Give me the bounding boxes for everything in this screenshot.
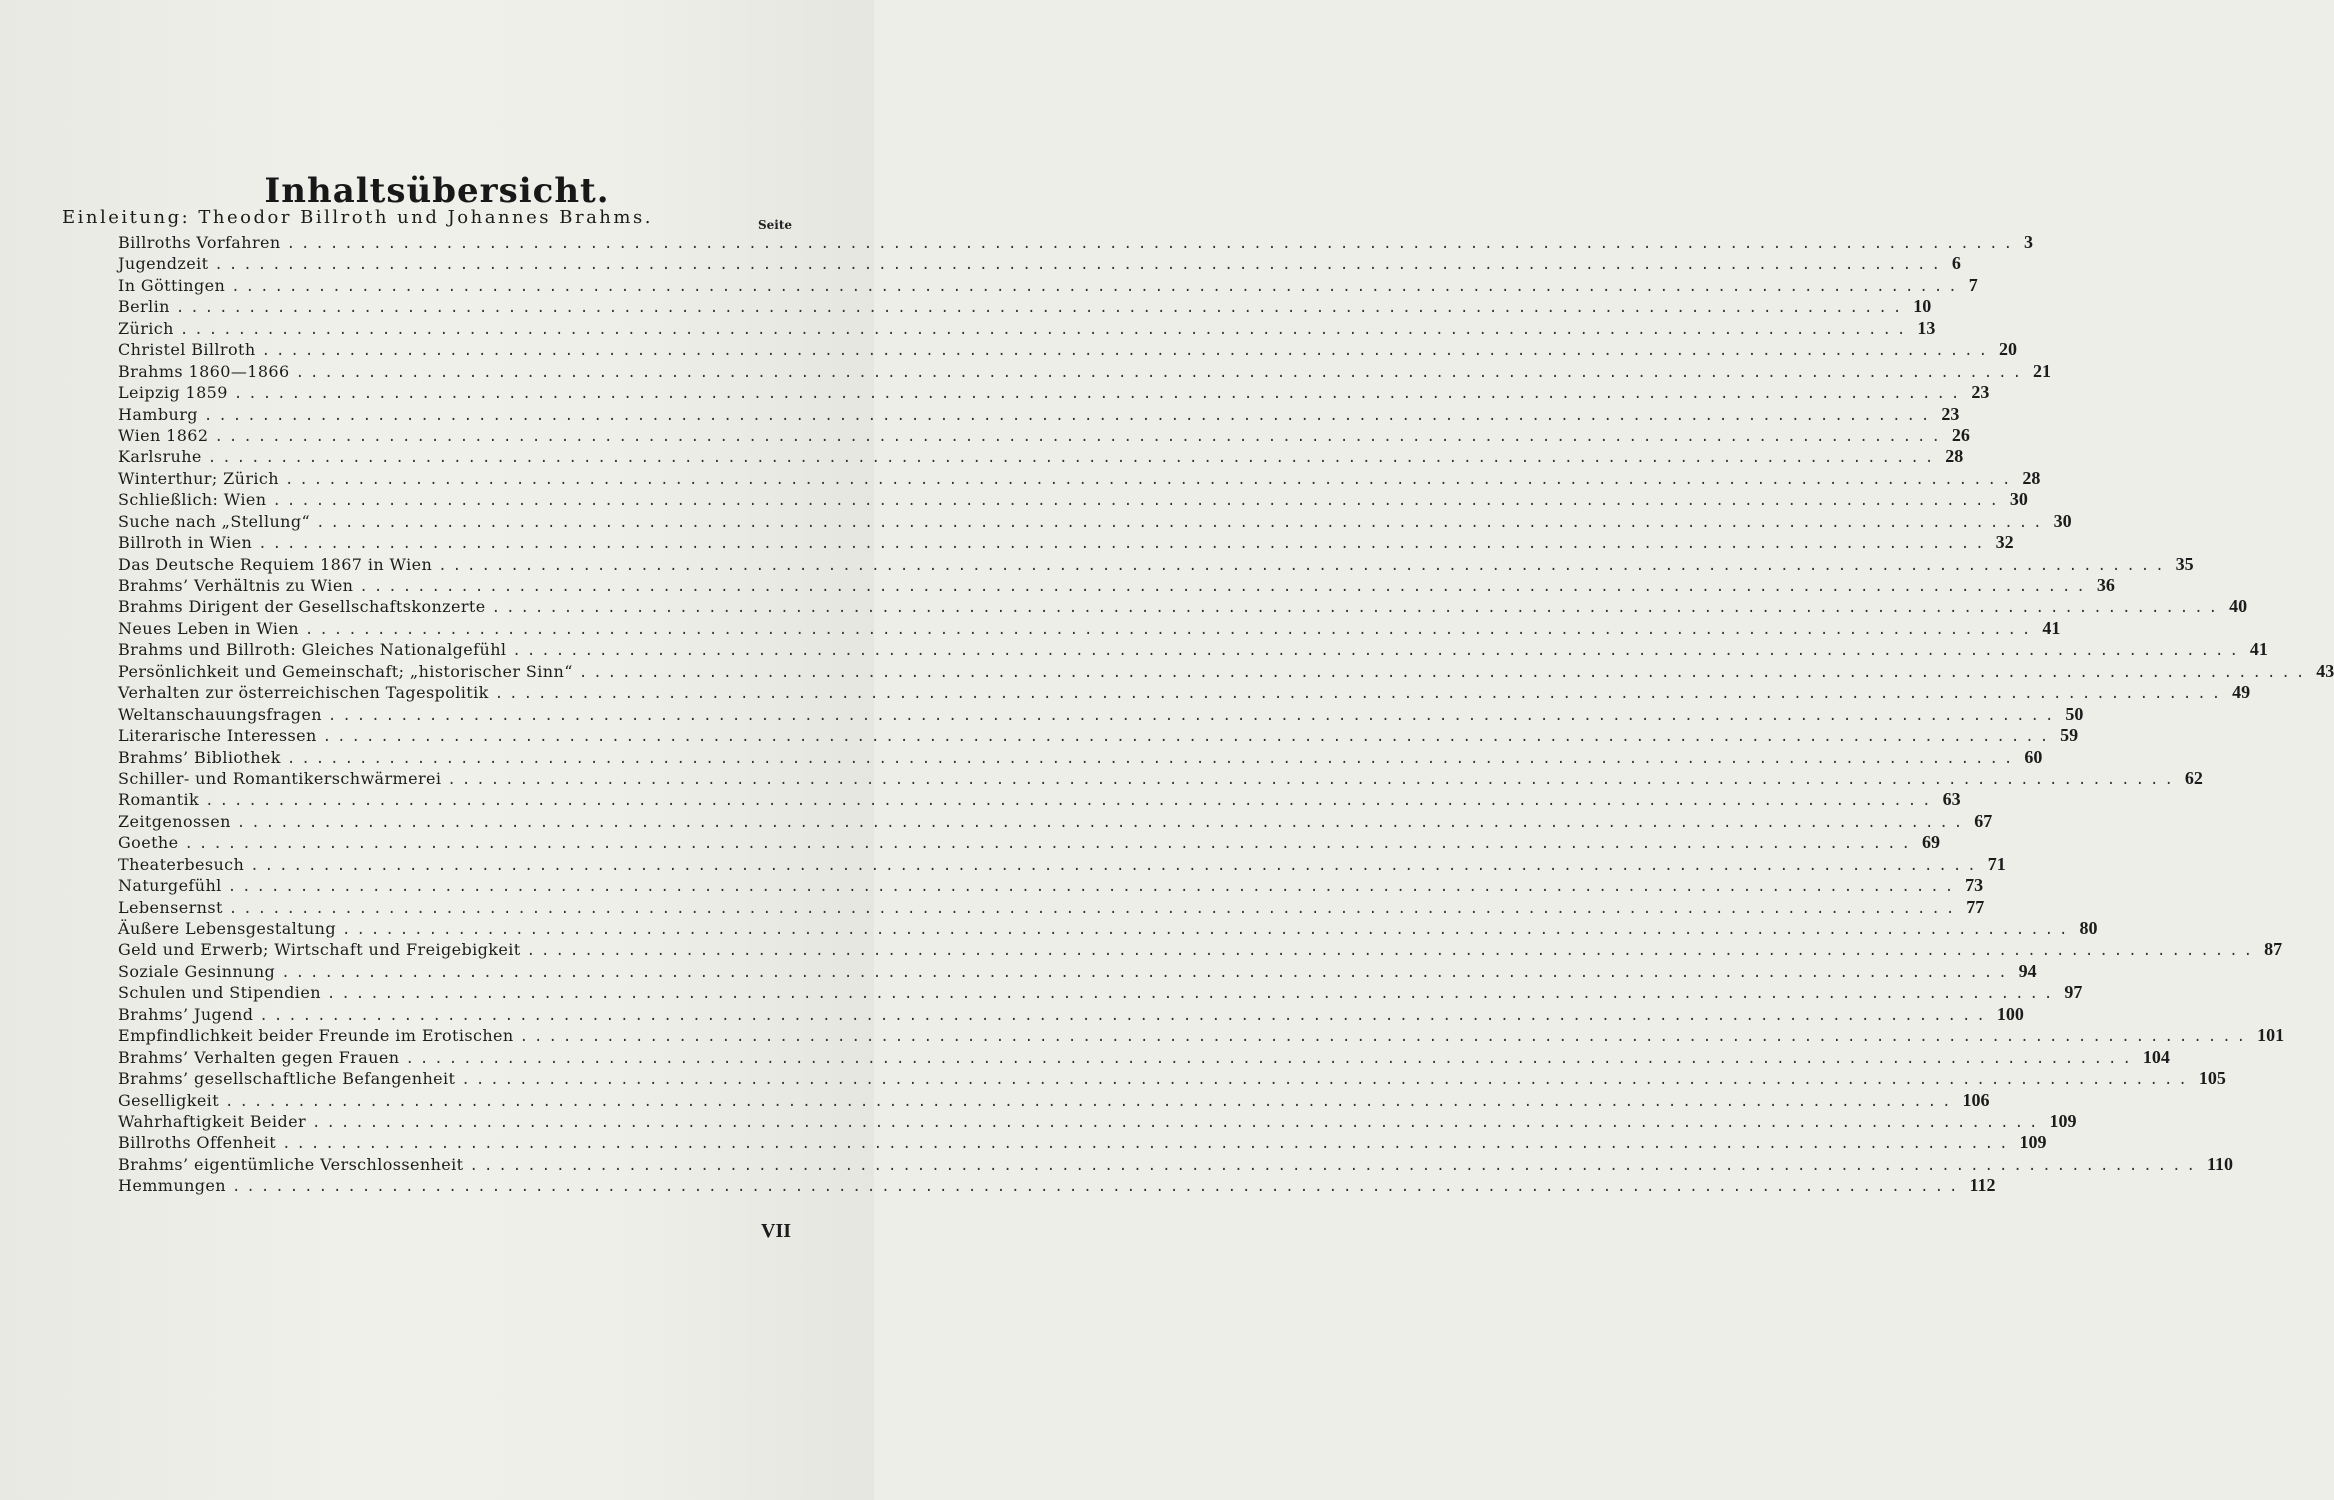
toc-entry-page: 43 bbox=[2316, 660, 2334, 681]
toc-entry bbox=[118, 918, 2098, 939]
toc-entry bbox=[118, 1025, 2285, 1046]
toc-entry-label: Jugendzeit bbox=[118, 254, 209, 274]
toc-entry-label: Schulen und Stipendien bbox=[118, 983, 321, 1003]
toc-entry-label: Billroth in Wien bbox=[118, 533, 253, 553]
toc-entry-page: 30 bbox=[2009, 489, 2028, 510]
toc-entry bbox=[118, 853, 2006, 875]
toc-entry bbox=[118, 510, 2072, 532]
dot-leader: ........................................................................................................................ bbox=[405, 1050, 2137, 1067]
toc-entry bbox=[118, 1068, 2226, 1089]
toc-entry-page: 109 bbox=[2049, 1110, 2077, 1131]
toc-entry bbox=[118, 725, 2079, 746]
toc-entry-page: 59 bbox=[2060, 725, 2079, 746]
dot-leader: ........................................................................................................................ bbox=[469, 1157, 2201, 1174]
toc-entry-page: 49 bbox=[2232, 682, 2251, 703]
toc-entry-page: 3 bbox=[2024, 232, 2034, 252]
toc-entry-label: Brahms 1860—1866 bbox=[118, 361, 290, 381]
toc-entry-page: 13 bbox=[1917, 317, 1936, 338]
toc-entry bbox=[118, 875, 1984, 896]
toc-entry bbox=[118, 253, 1961, 274]
dot-leader: ........................................................................................................................ bbox=[232, 1179, 1964, 1196]
toc-entry-label: Naturgefühl bbox=[118, 876, 222, 896]
dot-leader: ........................................................................................................................ bbox=[461, 1072, 2193, 1089]
dot-leader: ........................................................................................................................ bbox=[203, 407, 1936, 424]
dot-leader: ........................................................................................................................ bbox=[438, 557, 2170, 574]
dot-leader: ........................................................................................................................ bbox=[322, 729, 2055, 746]
toc-entry-label: Neues Leben in Wien bbox=[118, 618, 299, 638]
toc-entry-label: Wahrhaftigkeit Beider bbox=[118, 1111, 307, 1131]
toc-entry bbox=[118, 575, 2115, 596]
dot-leader: ........................................................................................................................ bbox=[326, 986, 2059, 1003]
toc-entry-page: 67 bbox=[1974, 810, 1993, 831]
toc-entry-label: Soziale Gesinnung bbox=[118, 961, 276, 981]
dot-leader: ........................................................................................................................ bbox=[295, 364, 2028, 381]
page-column-label: Seite bbox=[758, 218, 793, 232]
toc-entry-label: Romantik bbox=[118, 790, 200, 810]
toc-entry-label: Goethe bbox=[118, 833, 179, 853]
toc-entry bbox=[118, 339, 2018, 360]
toc-entry-page: 30 bbox=[2053, 510, 2072, 531]
page-title: Inhaltsübersicht. bbox=[264, 170, 610, 211]
toc-entry-page: 110 bbox=[2206, 1153, 2233, 1174]
toc-entry bbox=[118, 446, 1964, 467]
dot-leader: ........................................................................................................................ bbox=[512, 643, 2244, 660]
dot-leader: ........................................................................................................................ bbox=[233, 386, 1966, 403]
toc-entry-label: Wien 1862 bbox=[118, 425, 209, 445]
dot-leader: ........................................................................................................................ bbox=[327, 707, 2060, 724]
toc-entry-page: 35 bbox=[2175, 553, 2194, 574]
toc-entry-page: 28 bbox=[2022, 467, 2041, 488]
toc-entry-label: Geld und Erwerb; Wirtschaft und Freigebigkeit bbox=[118, 940, 521, 960]
dot-leader: ........................................................................................................................ bbox=[491, 600, 2224, 617]
toc-entry-label: Winterthur; Zürich bbox=[118, 468, 279, 488]
dot-leader: ........................................................................................................................ bbox=[261, 343, 1994, 360]
toc-entry-label: Brahms’ Jugend bbox=[118, 1004, 254, 1024]
toc-entry bbox=[118, 1175, 1996, 1196]
toc-entry-page: 6 bbox=[1951, 253, 1961, 274]
toc-entry-page: 105 bbox=[2198, 1068, 2226, 1089]
toc-entry-label: Suche nach „Stellung“ bbox=[118, 511, 311, 531]
toc-entry-page: 71 bbox=[1987, 853, 2006, 874]
toc-entry-label: Hemmungen bbox=[118, 1176, 226, 1196]
toc-entry bbox=[118, 660, 2334, 682]
toc-entry-label: Äußere Lebensgestaltung bbox=[118, 919, 337, 938]
toc-entry bbox=[118, 639, 2268, 660]
toc-entry-page: 87 bbox=[2264, 939, 2283, 960]
dot-leader: ........................................................................................................................ bbox=[214, 257, 1946, 274]
toc-entry bbox=[118, 767, 2203, 789]
dot-leader: ........................................................................................................................ bbox=[316, 514, 2048, 531]
toc-entry-page: 7 bbox=[1968, 274, 1978, 295]
toc-entry bbox=[118, 896, 1985, 918]
toc-entry bbox=[118, 682, 2251, 703]
toc-entry bbox=[118, 982, 2083, 1003]
dot-leader: ........................................................................................................................ bbox=[578, 664, 2311, 681]
toc-entry-label: In Göttingen bbox=[118, 275, 226, 295]
toc-entry-label: Billroths Offenheit bbox=[118, 1133, 277, 1153]
toc-entry-page: 104 bbox=[2142, 1046, 2170, 1067]
toc-entry-page: 73 bbox=[1965, 875, 1984, 896]
dot-leader: ........................................................................................................................ bbox=[519, 1029, 2252, 1046]
dot-leader: ........................................................................................................................ bbox=[286, 750, 2019, 767]
intro-heading: Einleitung: Theodor Billroth und Johannes Brahms. bbox=[62, 207, 653, 228]
toc-entry-label: Brahms’ eigentümliche Verschlossenheit bbox=[118, 1154, 464, 1174]
toc-entry-page: 97 bbox=[2064, 982, 2083, 1003]
toc-entry-page: 21 bbox=[2033, 360, 2052, 381]
toc-entry-label: Brahms’ Verhältnis zu Wien bbox=[118, 576, 354, 595]
toc-entry bbox=[118, 1003, 2024, 1025]
toc-entry-label: Karlsruhe bbox=[118, 447, 202, 467]
dot-leader: ........................................................................................................................ bbox=[228, 900, 1961, 917]
dot-leader: ........................................................................................................................ bbox=[526, 943, 2259, 960]
toc-entry-page: 23 bbox=[1971, 382, 1990, 403]
toc-entry-label: Billroths Vorfahren bbox=[118, 233, 281, 252]
dot-leader: ........................................................................................................................ bbox=[179, 321, 1912, 338]
table-of-contents bbox=[118, 232, 2334, 1197]
dot-leader: ........................................................................................................................ bbox=[282, 1136, 2014, 1153]
dot-leader: ........................................................................................................................ bbox=[207, 450, 1940, 467]
dot-leader: ........................................................................................................................ bbox=[359, 579, 2091, 595]
toc-entry-label: Persönlichkeit und Gemeinschaft; „historischer Sinn“ bbox=[118, 661, 573, 681]
dot-leader: ........................................................................................................................ bbox=[304, 621, 2037, 638]
toc-entry bbox=[118, 274, 1978, 296]
toc-entry bbox=[118, 939, 2283, 960]
toc-entry-label: Lebensernst bbox=[118, 897, 223, 917]
toc-entry-page: 106 bbox=[1962, 1089, 1990, 1110]
toc-entry-page: 40 bbox=[2229, 596, 2248, 617]
toc-entry-label: Brahms und Billroth: Gleiches Nationalgefühl bbox=[118, 640, 507, 660]
toc-entry-page: 50 bbox=[2065, 703, 2084, 724]
toc-entry bbox=[118, 1089, 1990, 1111]
dot-leader: ........................................................................................................................ bbox=[447, 771, 2179, 788]
toc-entry bbox=[118, 382, 1990, 403]
toc-entry-label: Zürich bbox=[118, 318, 174, 338]
toc-entry-label: Theaterbesuch bbox=[118, 854, 245, 874]
toc-entry bbox=[118, 403, 1960, 425]
toc-entry bbox=[118, 617, 2061, 639]
toc-entry-page: 100 bbox=[1996, 1003, 2024, 1024]
toc-entry-page: 41 bbox=[2042, 617, 2061, 638]
toc-entry-label: Das Deutsche Requiem 1867 in Wien bbox=[118, 554, 433, 574]
dot-leader: ........................................................................................................................ bbox=[342, 922, 2074, 938]
dot-leader: ........................................................................................................................ bbox=[272, 493, 2004, 510]
toc-entry bbox=[118, 810, 1993, 832]
toc-entry-label: Brahms’ Bibliothek bbox=[118, 747, 281, 767]
dot-leader: ........................................................................................................................ bbox=[284, 471, 2017, 488]
toc-entry-label: Berlin bbox=[118, 297, 170, 317]
toc-entry bbox=[118, 703, 2084, 725]
dot-leader: ........................................................................................................................ bbox=[227, 879, 1960, 896]
toc-entry-label: Hamburg bbox=[118, 404, 198, 424]
toc-entry bbox=[118, 296, 1932, 317]
toc-entry-page: 77 bbox=[1966, 896, 1985, 917]
toc-entry bbox=[118, 317, 1936, 339]
dot-leader: ........................................................................................................................ bbox=[281, 964, 2013, 981]
dot-leader: ........................................................................................................................ bbox=[184, 836, 1916, 853]
toc-entry bbox=[118, 832, 1940, 853]
toc-entry bbox=[118, 1153, 2233, 1175]
dot-leader: ........................................................................................................................ bbox=[225, 1093, 1957, 1110]
toc-entry-label: Empfindlichkeit beider Freunde im Erotischen bbox=[118, 1026, 514, 1046]
page-folio: VII bbox=[761, 1220, 792, 1242]
toc-entry-label: Schließlich: Wien bbox=[118, 490, 267, 510]
dot-leader: ........................................................................................................................ bbox=[259, 1007, 1991, 1024]
toc-entry bbox=[118, 360, 2052, 382]
toc-entry-page: 10 bbox=[1913, 296, 1932, 317]
toc-entry-label: Brahms’ Verhalten gegen Frauen bbox=[118, 1047, 400, 1067]
toc-entry bbox=[118, 1110, 2077, 1132]
dot-leader: ........................................................................................................................ bbox=[231, 278, 1963, 295]
toc-entry bbox=[118, 232, 2034, 253]
toc-entry bbox=[118, 1046, 2170, 1068]
toc-entry-page: 101 bbox=[2257, 1025, 2285, 1046]
toc-entry bbox=[118, 1132, 2047, 1153]
toc-entry-page: 23 bbox=[1941, 403, 1960, 424]
toc-entry-page: 69 bbox=[1921, 832, 1940, 853]
toc-entry-page: 80 bbox=[2079, 918, 2098, 938]
toc-entry-label: Brahms Dirigent der Gesellschaftskonzerte bbox=[118, 597, 486, 617]
toc-entry-page: 26 bbox=[1951, 424, 1970, 445]
toc-entry bbox=[118, 532, 2014, 553]
toc-entry bbox=[118, 467, 2041, 489]
toc-entry bbox=[118, 596, 2248, 617]
toc-entry-page: 112 bbox=[1969, 1175, 1996, 1196]
toc-entry-label: Weltanschauungsfragen bbox=[118, 704, 322, 724]
toc-entry-label: Verhalten zur österreichischen Tagespolitik bbox=[118, 683, 489, 703]
toc-entry-page: 94 bbox=[2018, 960, 2037, 981]
toc-entry-label: Brahms’ gesellschaftliche Befangenheit bbox=[118, 1069, 456, 1089]
toc-entry-label: Zeitgenossen bbox=[118, 811, 231, 831]
dot-leader: ........................................................................................................................ bbox=[312, 1114, 2044, 1131]
toc-entry-page: 62 bbox=[2184, 767, 2203, 788]
dot-leader: ........................................................................................................................ bbox=[258, 536, 1990, 553]
dot-leader: ........................................................................................................................ bbox=[236, 814, 1969, 831]
toc-entry-page: 36 bbox=[2096, 575, 2115, 595]
dot-leader: ........................................................................................................................ bbox=[205, 793, 1937, 810]
toc-entry bbox=[118, 960, 2037, 982]
toc-entry-page: 60 bbox=[2024, 746, 2043, 767]
toc-entry-page: 20 bbox=[1999, 339, 2018, 360]
toc-entry-page: 41 bbox=[2249, 639, 2268, 660]
dot-leader: ........................................................................................................................ bbox=[250, 857, 1982, 874]
dot-leader: ........................................................................................................................ bbox=[175, 300, 1908, 317]
toc-entry bbox=[118, 553, 2194, 575]
toc-entry-page: 32 bbox=[1995, 532, 2014, 553]
dot-leader: ........................................................................................................................ bbox=[494, 686, 2227, 703]
toc-entry-page: 109 bbox=[2019, 1132, 2047, 1153]
toc-entry-page: 28 bbox=[1945, 446, 1964, 467]
toc-entry bbox=[118, 424, 1970, 446]
toc-entry-label: Schiller- und Romantikerschwärmerei bbox=[118, 768, 442, 788]
toc-entry bbox=[118, 489, 2028, 510]
dot-leader: ........................................................................................................................ bbox=[214, 428, 1946, 445]
toc-entry-label: Literarische Interessen bbox=[118, 726, 317, 746]
toc-entry bbox=[118, 789, 1961, 810]
toc-entry-page: 63 bbox=[1942, 789, 1961, 810]
dot-leader: ........................................................................................................................ bbox=[286, 236, 2019, 252]
toc-entry-label: Geselligkeit bbox=[118, 1090, 220, 1110]
toc-entry-label: Christel Billroth bbox=[118, 340, 256, 360]
toc-entry bbox=[118, 746, 2043, 768]
toc-entry-label: Leipzig 1859 bbox=[118, 383, 228, 403]
